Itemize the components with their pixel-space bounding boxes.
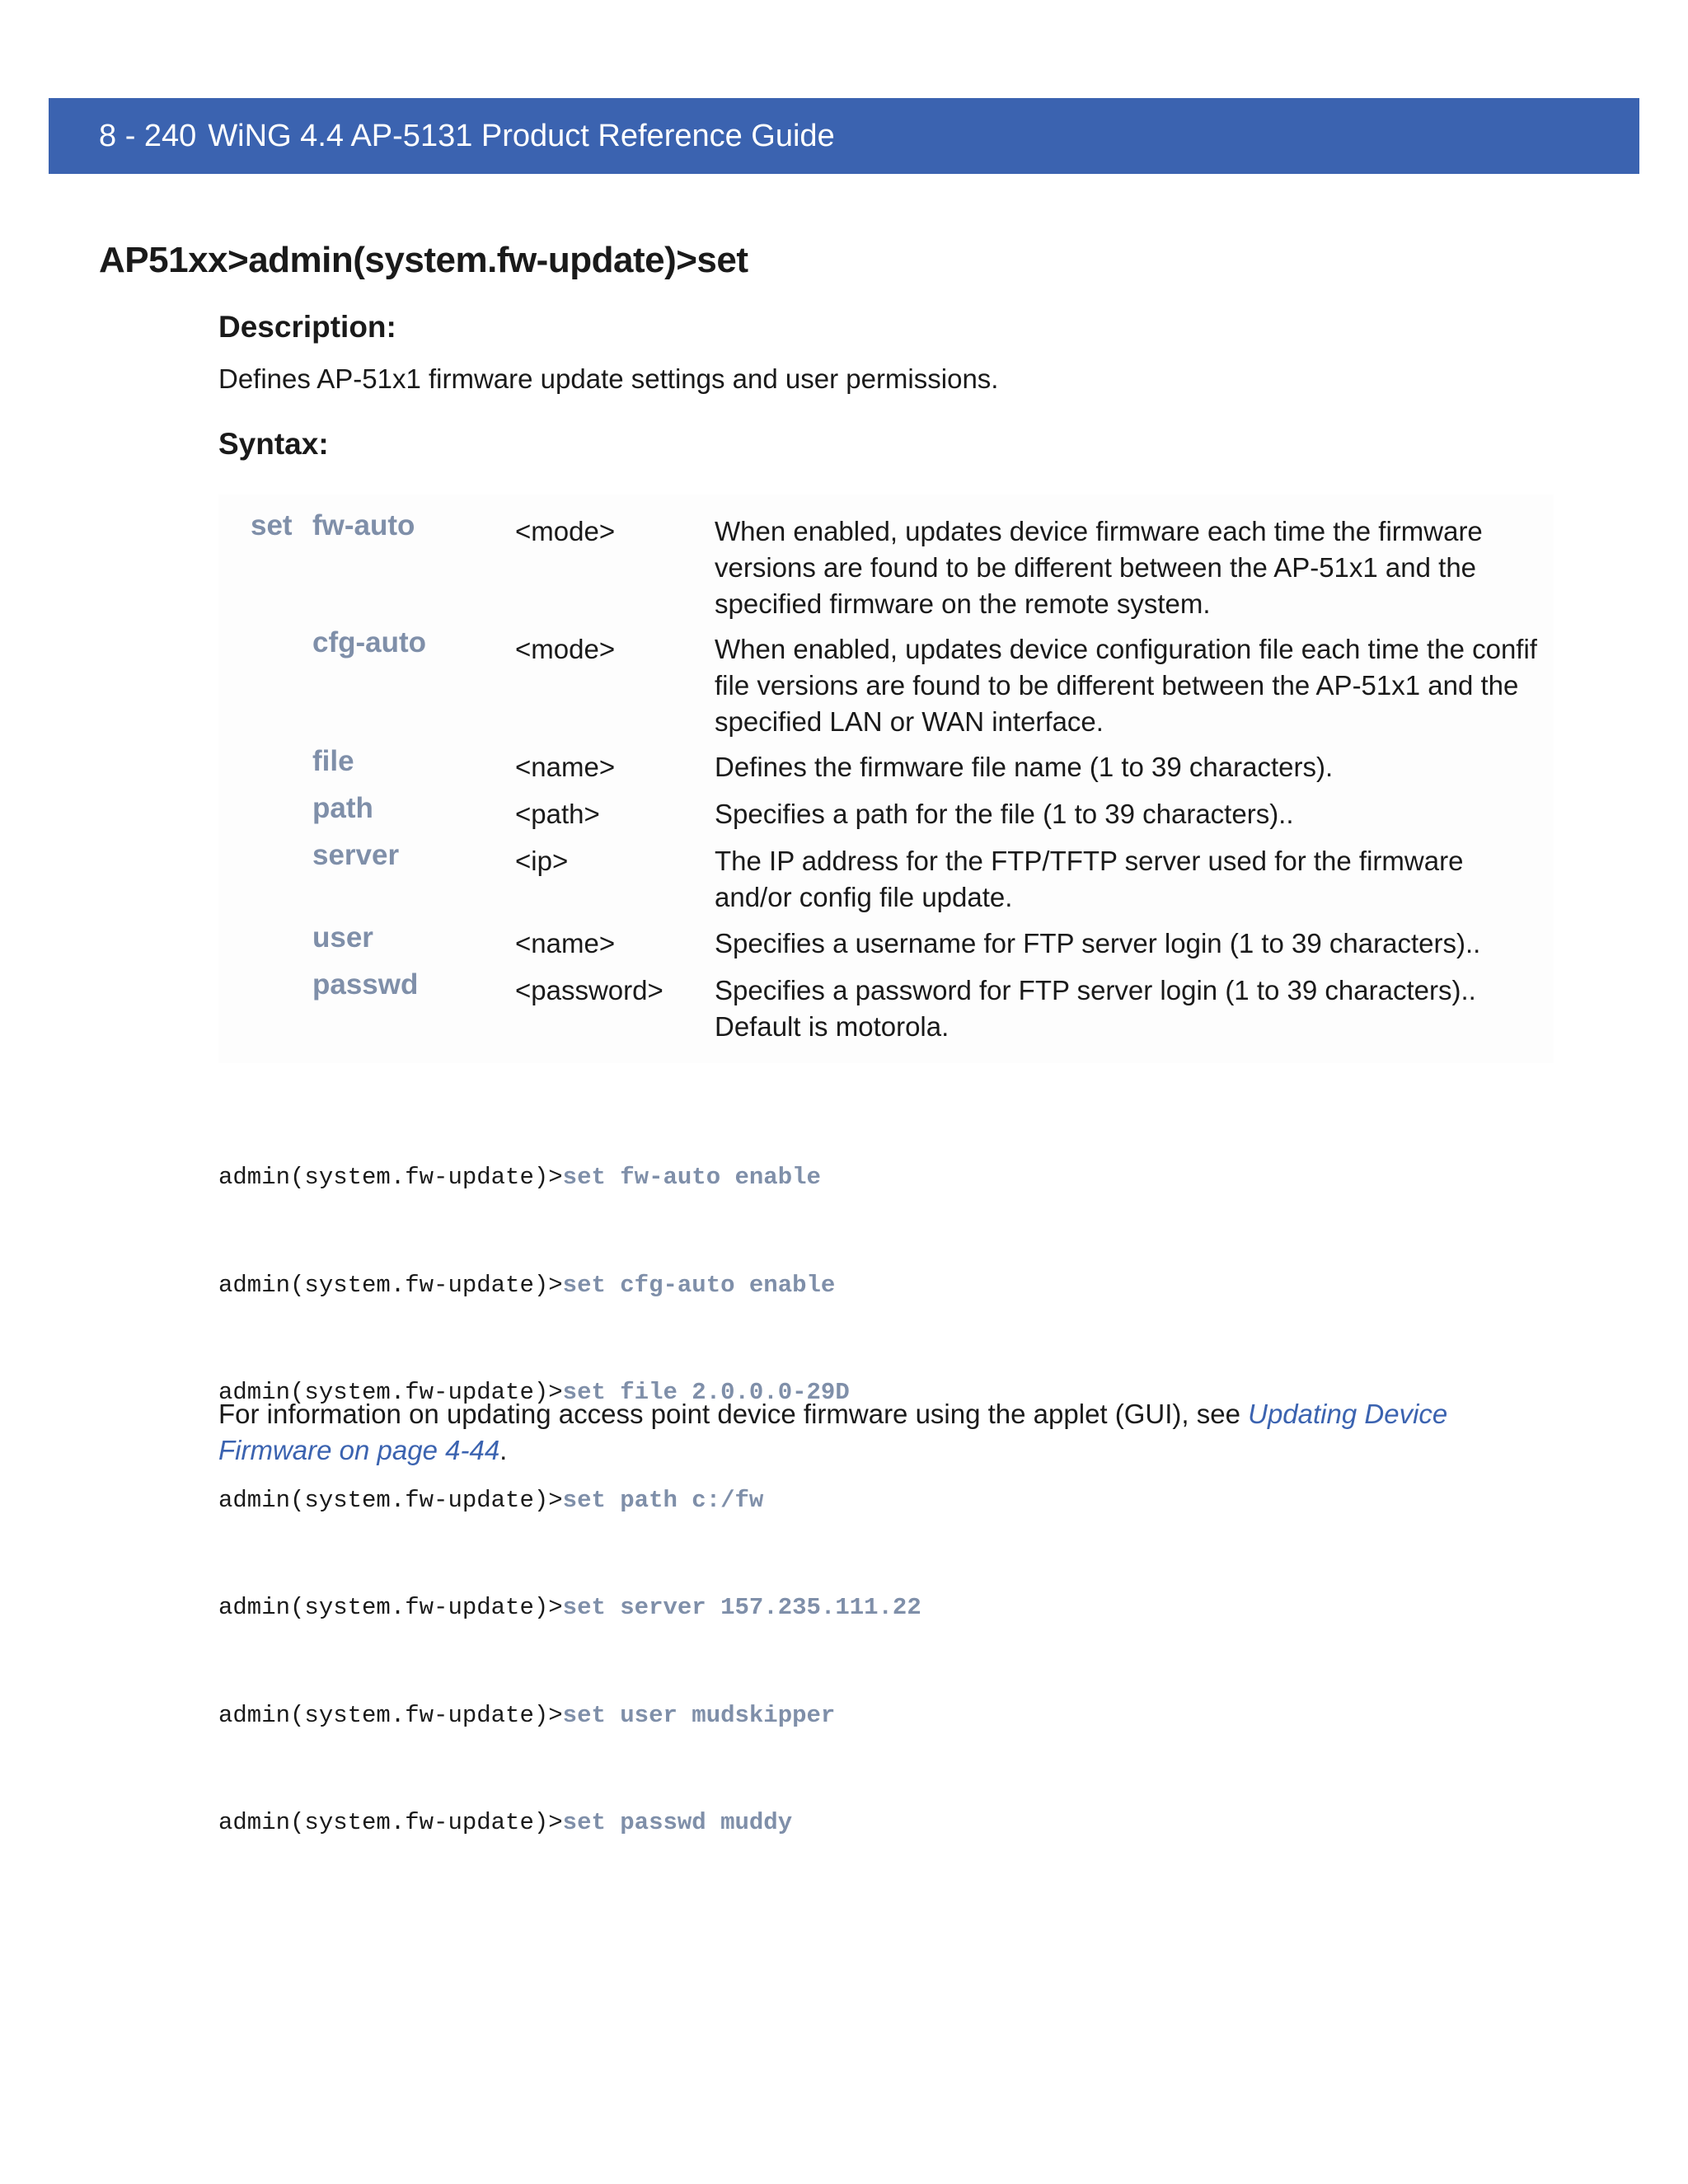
syntax-arg: <name> [515,928,616,958]
syntax-heading: Syntax: [218,427,329,461]
syntax-keyword: passwd [312,968,419,1001]
syntax-arg: <ip> [515,846,569,876]
syntax-keyword: file [312,745,354,777]
syntax-table [218,494,1554,1063]
example-command: set cfg-auto enable [562,1271,836,1299]
page-header [49,98,1639,174]
example-command: set fw-auto enable [562,1164,821,1191]
syntax-arg: <path> [515,799,600,829]
syntax-desc: Specifies a username for FTP server login (1 to 39 characters).. [715,928,1481,958]
syntax-keyword: fw-auto [312,509,415,541]
reference-note-end: . [499,1435,508,1465]
syntax-arg: <mode> [515,634,616,664]
example-line [218,1805,921,1841]
example-prompt: admin(system.fw-update)> [218,1594,563,1621]
reference-note [218,1396,1554,1469]
cross-reference-link[interactable]: Updating Device Firmware on page 4-44 [218,1399,1448,1465]
syntax-arg: <password> [515,975,663,1005]
example-prompt: admin(system.fw-update)> [218,1809,563,1836]
syntax-desc: Specifies a path for the file (1 to 39 characters).. [715,799,1294,829]
example-line [218,1268,921,1304]
syntax-keyword: cfg-auto [312,626,427,658]
syntax-desc: Specifies a password for FTP server login (1 to 39 characters).. Default is motorola. [715,975,1476,1042]
syntax-keyword: server [312,839,400,871]
syntax-desc: Defines the firmware file name (1 to 39 characters). [715,752,1334,782]
example-code-block [218,1088,921,1877]
syntax-desc: When enabled, updates device configuration file each time the confif file versions are found to be different between the AP-51x1 and the specified LAN or WAN interface. [715,634,1537,737]
syntax-arg: <mode> [515,516,616,546]
page-number: 8 - 240 [99,119,197,153]
header-text [99,116,835,156]
example-command: set user mudskipper [562,1701,836,1729]
description-heading: Description: [218,310,396,344]
syntax-desc: When enabled, updates device firmware each time the firmware versions are found to be different between the AP-51x1 and the specified firmware on the remote system. [715,516,1483,619]
syntax-keyword: path [312,792,373,824]
example-command: set passwd muddy [562,1809,793,1836]
example-command: set file 2.0.0.0-29D [562,1379,850,1406]
description-text: Defines AP-51x1 firmware update settings and user permissions. [218,363,999,394]
example-prompt: admin(system.fw-update)> [218,1164,563,1191]
syntax-command: set [251,509,293,541]
example-prompt: admin(system.fw-update)> [218,1701,563,1729]
example-prompt: admin(system.fw-update)> [218,1379,563,1406]
syntax-arg: <name> [515,752,616,782]
syntax-desc: The IP address for the FTP/TFTP server used for the firmware and/or config file update. [715,846,1464,912]
example-prompt: admin(system.fw-update)> [218,1271,563,1299]
command-title: AP51xx>admin(system.fw-update)>set [99,240,748,280]
example-line [218,1698,921,1734]
example-command: set server 157.235.111.22 [562,1594,921,1621]
example-command: set path c:/fw [562,1486,764,1514]
guide-title: WiNG 4.4 AP-5131 Product Reference Guide [208,119,835,153]
example-prompt: admin(system.fw-update)> [218,1486,563,1514]
example-line [218,1160,921,1196]
example-line [218,1483,921,1519]
example-line [218,1590,921,1626]
syntax-keyword: user [312,921,373,954]
reference-note-text: For information on updating access point device firmware using the applet (GUI), see [218,1399,1249,1429]
